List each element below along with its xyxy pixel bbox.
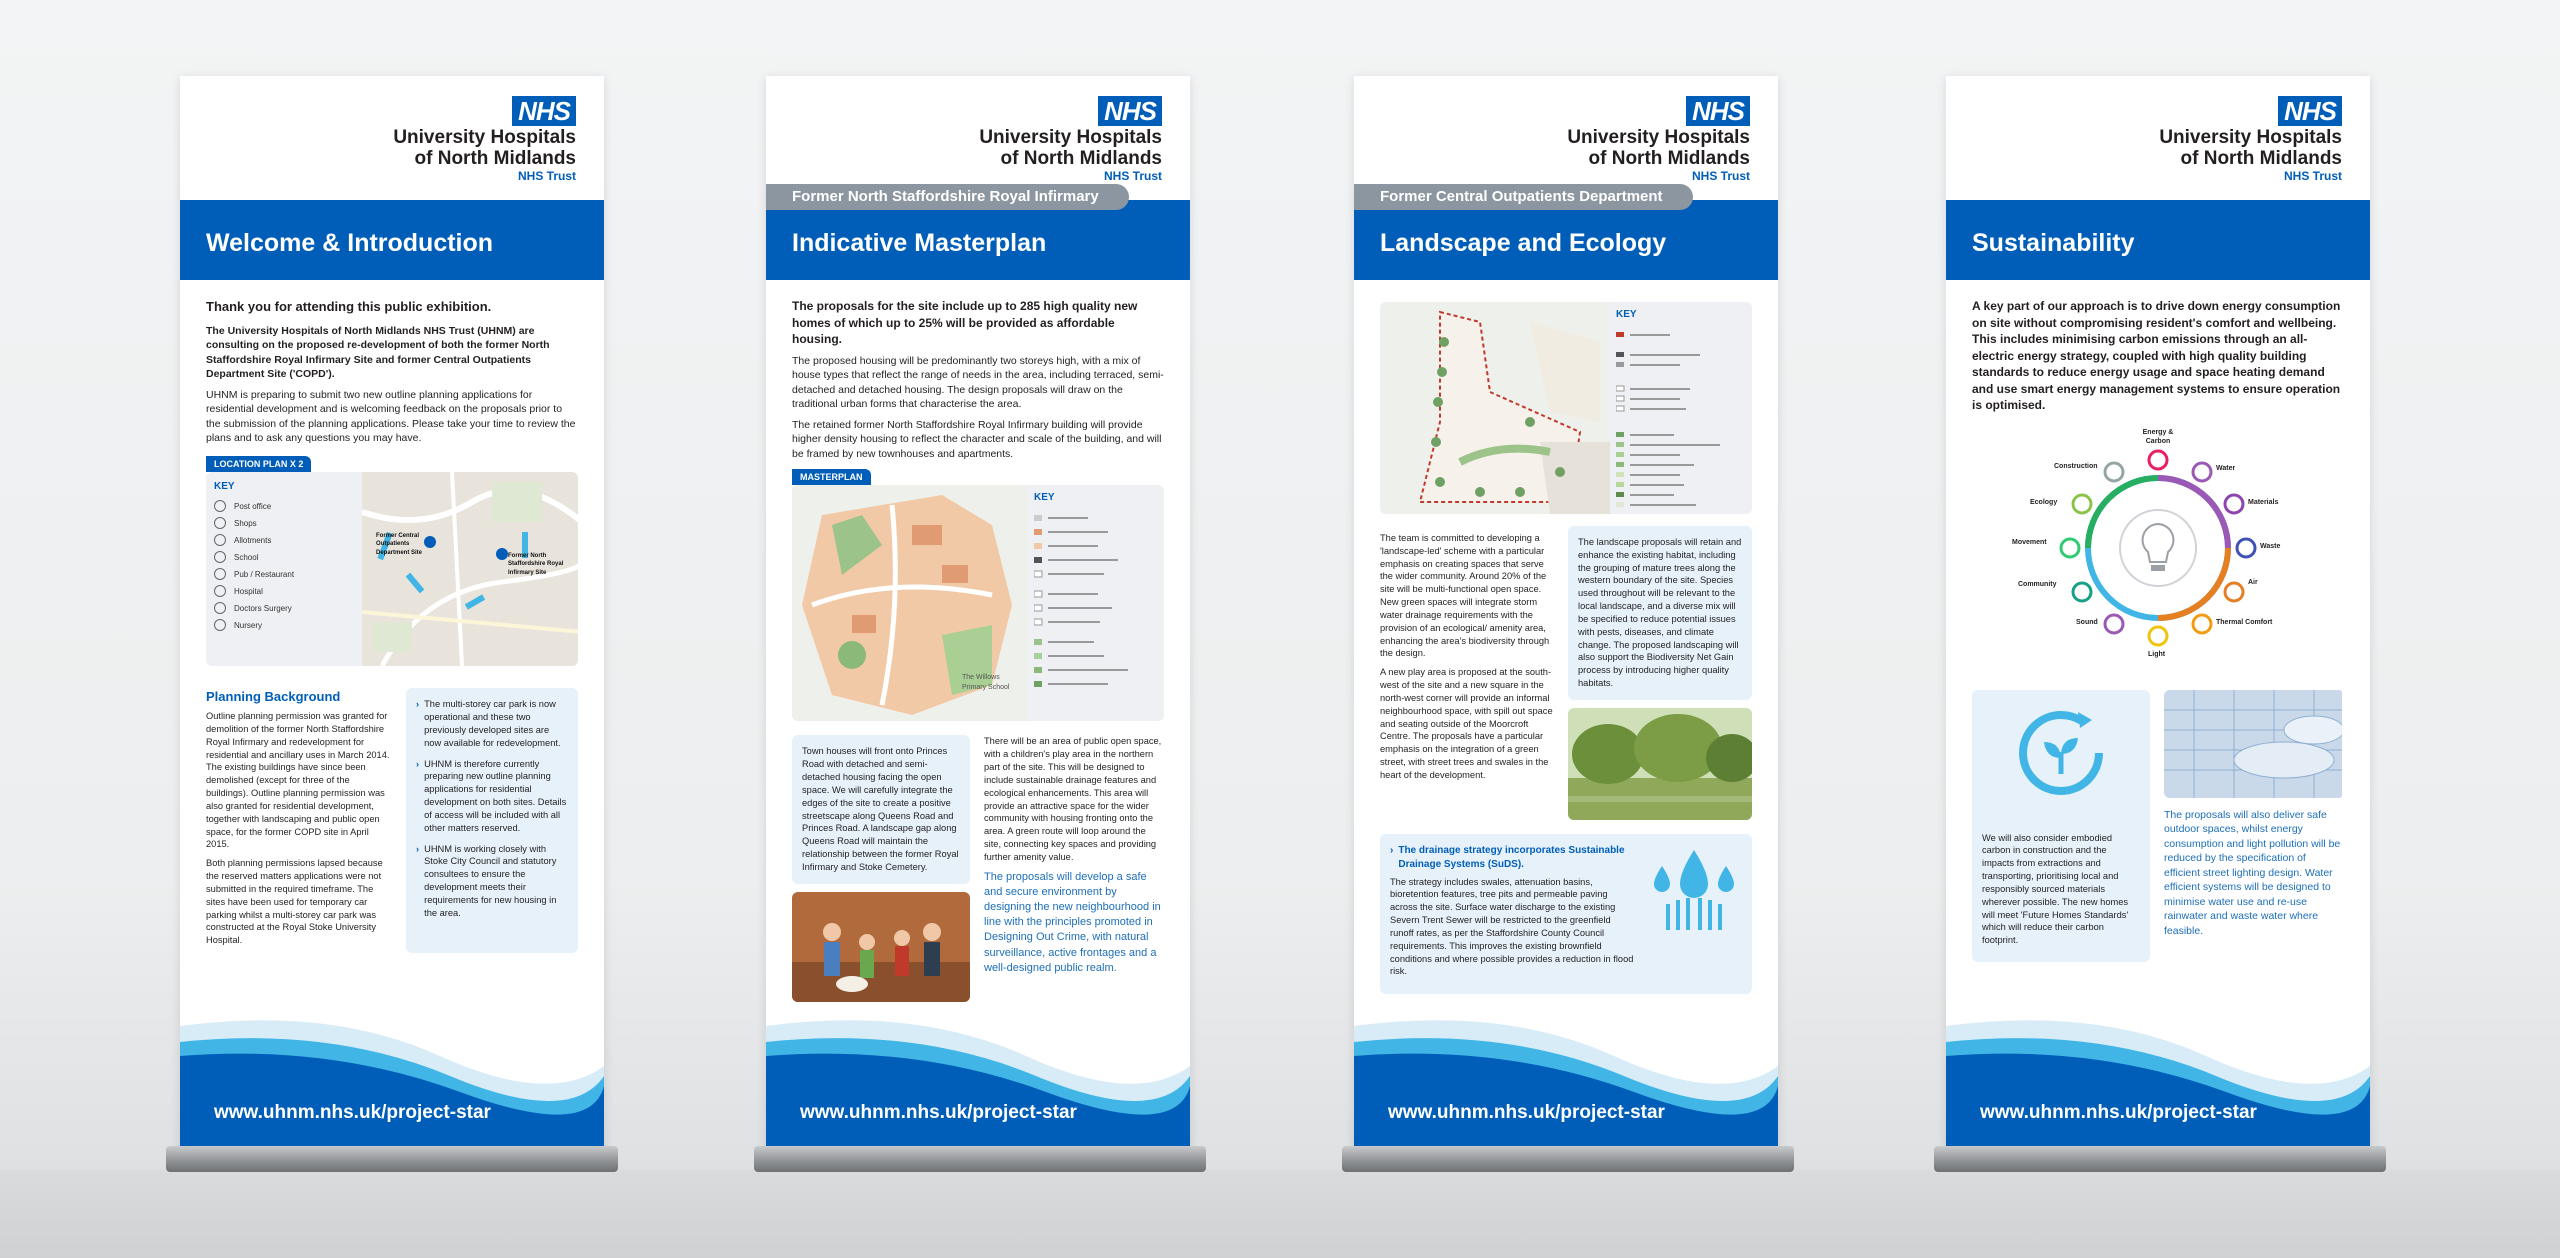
org-line2: of North Midlands — [2180, 148, 2342, 169]
wheel-construction: Construction — [2054, 462, 2098, 470]
masterplan-key — [1028, 485, 1164, 721]
project-url[interactable]: www.uhnm.nhs.uk/project-star — [1388, 1102, 1665, 1123]
panel-title: Sustainability — [1972, 229, 2135, 257]
background-bullets — [406, 688, 578, 953]
wave-footer — [766, 1016, 1190, 1156]
landscape-key — [1610, 302, 1752, 514]
panel-content — [792, 298, 1164, 1002]
panel-title: Welcome & Introduction — [206, 229, 494, 257]
bullet-item: › The multi-storey car park is now operational and these two previously developed sites are now available for redevelopment. — [416, 699, 561, 748]
water-drops-icon — [1646, 844, 1742, 984]
pub-icon — [214, 568, 226, 580]
panel-title: Landscape and Ecology — [1380, 229, 1667, 257]
key-item: Hospital — [214, 585, 354, 597]
lead-text: Thank you for attending this public exhibition. — [206, 299, 492, 314]
wheel-sound: Sound — [2076, 618, 2098, 626]
org-trust: NHS Trust — [517, 169, 576, 183]
masterplan-image — [792, 485, 1028, 721]
key-item: Doctors Surgery — [214, 602, 354, 614]
sustainability-right — [2164, 690, 2344, 962]
background-text-2: Both planning permissions lapsed because the reserved matters applications were not submitted in the required timeframe. The sites have been used for temporary car parking whilst a multi-storey car park was constructed at the Royal Stoke University Hospital. — [206, 858, 383, 946]
key-swatches — [1034, 511, 1154, 701]
landscape-right — [1568, 532, 1752, 820]
key-item: Post office — [214, 500, 354, 512]
key-swatches — [1616, 328, 1746, 514]
panel-content — [206, 298, 578, 953]
background-left — [206, 688, 392, 953]
wheel-community: Community — [2018, 580, 2057, 588]
key-item: Pub / Restaurant — [214, 568, 354, 580]
banner-welcome — [180, 76, 604, 1156]
bullet-item: › UHNM is therefore currently preparing new outline planning applications for residential development on both sites. Details of access will be included with all other matters reserved. — [416, 758, 567, 833]
hospital-icon — [214, 585, 226, 597]
drainage-heading: › The drainage strategy incorporates Sustainable Drainage Systems (SuDS). — [1390, 844, 1625, 870]
school-icon — [214, 551, 226, 563]
key-item: Allotments — [214, 534, 354, 546]
banner-sustainability — [1946, 76, 2370, 1156]
frontage-box: Town houses will front onto Princes Road with detached and semi-detached housing facing the open space. We will carefully integrate the edges of the site to create a positive streetscape along Queens Road and Princes Road. A landscape gap along Queens Road will maintain the relationship between the former Royal Infirmary and Stoke Cemetery. — [792, 735, 970, 883]
lighting-water-text: The proposals will also deliver safe outdoor spaces, whilst energy consumption and light pollution will be reduced by the specification of efficient street lighting design. Water efficient systems will be designed to minimise water use and re-use rainwater and waste water where feasible. — [2164, 808, 2341, 937]
key-title: KEY — [1034, 492, 1055, 504]
nhs-logo — [979, 96, 1162, 183]
nhs-mark: NHS — [2278, 96, 2342, 126]
landscape-image — [1380, 302, 1610, 514]
panel-title: Indicative Masterplan — [792, 229, 1047, 257]
key-item: Nursery — [214, 619, 354, 631]
lead-text: A key part of our approach is to drive down energy consumption on site without compromising resident's comfort and wellbeing. This includes minimising carbon emissions through an all-electric energy strategy, coupled with high quality building standards to reduce energy usage and space heating demand and use smart energy management systems to ensure operation is optimised. — [1972, 299, 2341, 413]
drainage-box — [1380, 834, 1752, 994]
org-line2: of North Midlands — [1588, 148, 1750, 169]
sustainability-wheel — [1972, 428, 2344, 668]
blueprints-photo — [2164, 690, 2344, 798]
key-title: KEY — [1616, 309, 1637, 320]
intro-text: UHNM is preparing to submit two new outline planning applications for residential development and is welcoming feedback on the proposals prior to the submission of the planning applications. Please take your time to review the plans and to ask any questions you may have. — [206, 388, 576, 445]
org-trust: NHS Trust — [2283, 169, 2342, 183]
details-right — [984, 735, 1164, 1001]
habitat-box: The landscape proposals will retain and enhance the existing habitat, including the grouping of mature trees along the western boundary of the site. Species used throughout will be relevant to the local landscape, and a diverse mix will be specified to reduce potential issues with pests, diseases, and climate change. The proposed landscaping will also support the Biodiversity Net Gain process by introducing higher quality habitats. — [1568, 526, 1752, 700]
project-url[interactable]: www.uhnm.nhs.uk/project-star — [800, 1102, 1077, 1123]
nhs-mark: NHS — [1098, 96, 1162, 126]
site-ribbon: Former North Staffordshire Royal Infirmary — [766, 184, 1129, 210]
drainage-text: The strategy includes swales, attenuation basins, bioretention features, tree pits and permeable paving across the site. Surface water discharge to the existing Severn Trent Sewer will be restricted to the greenfield runoff rates, as per the Staffordshire County Council requirements. This improves the existing brownfield conditions and where possible provides a reduction in flood risk. — [1390, 876, 1634, 977]
masterplan-map — [792, 485, 1164, 721]
map-label-copd: Former Central Outpatients Department Site — [376, 533, 423, 556]
body-text-2: The retained former North Staffordshire Royal Infirmary building will provide higher density housing to reflect the character and scale of the building, and will be framed by new townhouses and apartments. — [792, 418, 1162, 460]
nhs-mark: NHS — [1686, 96, 1750, 126]
body-text-1: The proposed housing will be predominantly two storeys high, with a mix of house types that reflect the range of needs in the area, including terraced, semi-detached and detached housing. The design proposals will draw on the traditional urban forms that characterise the area. — [792, 354, 1164, 411]
panel-content — [1380, 302, 1752, 994]
doctors-icon — [214, 602, 226, 614]
sustainability-details — [1972, 690, 2344, 962]
banner-stand — [754, 1146, 1206, 1172]
chevron-right-icon: › — [416, 758, 420, 769]
wheel-thermal: Thermal Comfort — [2216, 618, 2273, 626]
chevron-right-icon: › — [1390, 844, 1394, 856]
wave-footer — [1354, 1016, 1778, 1156]
wheel-waste: Waste — [2260, 542, 2281, 550]
recycle-plant-icon — [1982, 708, 2140, 802]
map-image — [362, 472, 578, 666]
banner-stand — [1934, 1146, 2386, 1172]
nhs-mark: NHS — [512, 96, 576, 126]
safety-text: The proposals will develop a safe and secure environment by designing the new neighbourhood in line with the principles promoted in Designing Out Crime, with natural surveillance, active frontages and a well-designed public realm. — [984, 870, 1161, 974]
landscape-text-2: A new play area is proposed at the south-west of the site and a new square in the north-west corner will provide an informal neighbourhood space, with spill out space and seating outside of the Moorcroft Centre. The proposals have a particular emphasis on the integration of a green street, with street trees and swales in the heart of the development. — [1380, 667, 1553, 780]
background-heading: Planning Background — [206, 689, 341, 705]
title-band — [1946, 200, 2370, 280]
drainage-text-block — [1390, 844, 1636, 984]
site-ribbon: Former Central Outpatients Department — [1354, 184, 1693, 210]
wheel-materials: Materials — [2248, 498, 2279, 506]
org-trust: NHS Trust — [1691, 169, 1750, 183]
location-map — [206, 472, 578, 666]
map-key — [206, 472, 362, 666]
project-url[interactable]: www.uhnm.nhs.uk/project-star — [1980, 1102, 2257, 1123]
post-office-icon — [214, 500, 226, 512]
wheel-movement: Movement — [2012, 538, 2047, 546]
landscape-map — [1380, 302, 1752, 514]
wheel-ecology: Ecology — [2030, 498, 2058, 506]
landscape-details — [1380, 532, 1752, 820]
map-label-school: The Willows Primary School — [962, 674, 1010, 692]
org-trust: NHS Trust — [1103, 169, 1162, 183]
banner-stand — [166, 1146, 618, 1172]
background-section — [206, 688, 578, 953]
org-line2: of North Midlands — [414, 148, 576, 169]
lead-text: The proposals for the site include up to 285 high quality new homes of which up to 25% will be provided as affordable housing. — [792, 299, 1138, 347]
nursery-icon — [214, 619, 226, 631]
chevron-right-icon: › — [416, 699, 420, 710]
title-band — [1354, 200, 1778, 280]
nhs-logo — [2159, 96, 2342, 183]
map-label-nsri: Former North Staffordshire Royal Infirmary Site — [508, 553, 564, 576]
banner-stand — [1342, 1146, 1794, 1172]
panel-content — [1972, 298, 2344, 962]
background-text-1: Outline planning permission was granted for demolition of the former North Staffordshire Royal Infirmary and redevelopment for residential and ancillary uses in March 2014. The existing buildings have since been demolished (except for three of the buildings). Outline planning permission was also granted for residential development, together with landscaping and public open space, for the former COPD site in April 2015. — [206, 711, 390, 850]
org-line1: University Hospitals — [2159, 127, 2342, 148]
wheel-water: Water — [2216, 464, 2236, 472]
title-band — [180, 200, 604, 280]
wheel-air: Air — [2248, 578, 2258, 586]
title-band — [766, 200, 1190, 280]
key-item: School — [214, 551, 354, 563]
carbon-text: We will also consider embodied carbon in construction and the impacts from extractions and transporting, prioritising local and responsibly sourced materials wherever possible. The new homes will meet 'Future Homes Standards' which will reduce their carbon footprint. — [1982, 832, 2129, 946]
org-line2: of North Midlands — [1000, 148, 1162, 169]
org-line1: University Hospitals — [393, 127, 576, 148]
family-walk-photo — [792, 892, 970, 1002]
bullet-item: › UHNM is working closely with Stoke City Council and statutory consultees to ensure the development meets their requirements for new housing in the area. — [416, 843, 557, 918]
trees-photo — [1568, 708, 1752, 820]
nhs-logo — [1567, 96, 1750, 183]
key-item: Shops — [214, 517, 354, 529]
floor — [0, 1170, 2560, 1258]
banner-landscape — [1354, 76, 1778, 1156]
org-line1: University Hospitals — [1567, 127, 1750, 148]
key-title: KEY — [214, 481, 235, 493]
landscape-text-1: The team is committed to developing a 'landscape-led' scheme with a particular emphasis on creating spaces that serve the wider community. Around 20% of the site will be multi-functional open space. New green spaces will integrate storm water drainage requirements with the provision of an ecological/ amenity area, enhancing the area's biodiversity through the design. — [1380, 533, 1550, 659]
shops-icon — [214, 517, 226, 529]
wheel-light: Light — [2148, 650, 2166, 658]
details-section — [792, 735, 1164, 1001]
map-tag: LOCATION PLAN X 2 — [206, 456, 311, 472]
intro-bold: The University Hospitals of North Midlands NHS Trust (UHNM) are consulting on the proposed re-development of both the former North Staffordshire Royal Infirmary Site and former Central Outpatients Department Site ('COPD'). — [206, 324, 550, 381]
carbon-box — [1972, 690, 2150, 962]
wave-footer — [180, 1016, 604, 1156]
project-url[interactable]: www.uhnm.nhs.uk/project-star — [214, 1102, 491, 1123]
allotments-icon — [214, 534, 226, 546]
chevron-right-icon: › — [416, 843, 420, 854]
wheel-energy: Energy & Carbon — [2142, 428, 2174, 446]
org-line1: University Hospitals — [979, 127, 1162, 148]
landscape-left — [1380, 532, 1556, 820]
banner-masterplan — [766, 76, 1190, 1156]
wave-footer — [1946, 1016, 2370, 1156]
open-space-text: There will be an area of public open space, with a children's play area in the northern part of the site. This will be designed to include sustainable drainage features and ecological enhancements. This area will provide an attractive space for the wider community with housing fronting onto the area. A green route will loop around the site, connecting key spaces and providing further amenity value. — [984, 736, 1162, 862]
details-left — [792, 735, 970, 1001]
nhs-logo — [393, 96, 576, 183]
map-tag: MASTERPLAN — [792, 469, 871, 485]
